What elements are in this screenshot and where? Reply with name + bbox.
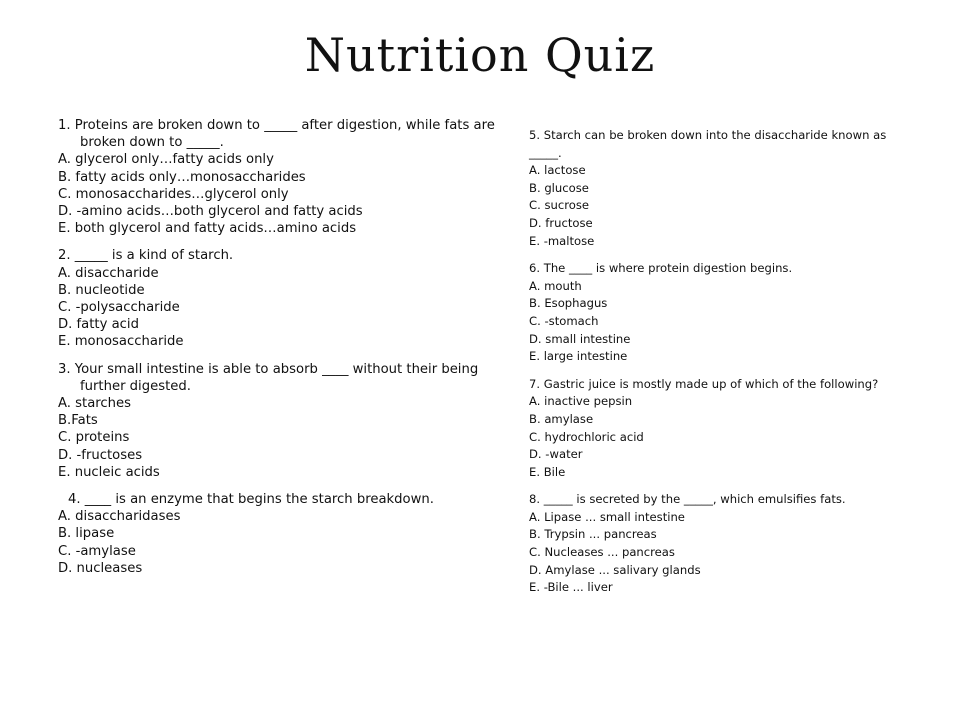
answer-option: A. mouth (529, 278, 582, 293)
answer-option: B. lipase (58, 526, 115, 542)
answer-option: A. glycerol only…fatty acids only (58, 152, 274, 168)
question-2 (58, 247, 508, 350)
answer-option: E. monosaccharide (58, 334, 184, 350)
answer-option: E. Bile (529, 464, 566, 479)
answer-option: D. nucleases (58, 560, 143, 576)
answer-option: E. large intestine (529, 349, 628, 364)
question-8 (529, 491, 889, 597)
answer-option: C. sucrose (529, 198, 590, 213)
question-7 (529, 376, 889, 482)
answer-option: A. Lipase ... small intestine (529, 509, 685, 524)
question-stem: 3. Your small intestine is able to absorb ____ without their being further digested. (58, 361, 479, 394)
answer-option: B. Trypsin ... pancreas (529, 527, 657, 542)
question-stem: 2. _____ is a kind of starch. (58, 248, 234, 264)
answer-option: B. amylase (529, 411, 594, 426)
question-stem: 6. The ____ is where protein digestion begins. (529, 261, 793, 276)
question-stem: 5. Starch can be broken down into the disaccharide known as _____. (529, 128, 887, 160)
answer-option: C. proteins (58, 430, 130, 446)
answer-option: C. -polysaccharide (58, 300, 180, 316)
answer-option: B. glucose (529, 180, 589, 195)
answer-option: E. nucleic acids (58, 464, 160, 480)
answer-option: D. small intestine (529, 331, 631, 346)
answer-option: B. Esophagus (529, 296, 608, 311)
answer-option: B. fatty acids only…monosaccharides (58, 169, 306, 185)
answer-option: A. starches (58, 396, 132, 412)
question-stem: 4. ____ is an enzyme that begins the starch breakdown. (68, 492, 434, 508)
question-3 (58, 361, 508, 481)
answer-option: A. inactive pepsin (529, 394, 633, 409)
answer-option: D. -amino acids…both glycerol and fatty acids (58, 204, 363, 220)
answer-option: B. nucleotide (58, 282, 145, 298)
answer-option: A. disaccharidases (58, 509, 181, 525)
answer-option: C. Nucleases ... pancreas (529, 545, 675, 560)
answer-option: C. -amylase (58, 543, 136, 559)
answer-option: E. -Bile ... liver (529, 580, 613, 595)
answer-option: B.Fats (58, 413, 98, 429)
question-6 (529, 260, 889, 366)
question-stem: 7. Gastric juice is mostly made up of which of the following? (529, 376, 879, 391)
answer-option: D. fatty acid (58, 317, 139, 333)
question-4 (58, 491, 508, 577)
answer-option: D. -water (529, 447, 583, 462)
answer-option: C. -stomach (529, 313, 599, 328)
page-title: Nutrition Quiz (304, 28, 656, 82)
answer-option: D. Amylase ... salivary glands (529, 562, 701, 577)
answer-option: A. lactose (529, 163, 586, 178)
question-1 (58, 117, 508, 237)
question-5 (529, 127, 889, 250)
question-stem: 8. _____ is secreted by the _____, which emulsifies fats. (529, 492, 846, 507)
right-question-column (529, 127, 889, 607)
answer-option: C. monosaccharides…glycerol only (58, 186, 289, 202)
answer-option: C. hydrochloric acid (529, 429, 644, 444)
answer-option: E. -maltose (529, 233, 595, 248)
left-question-column (58, 117, 508, 587)
answer-option: D. -fructoses (58, 447, 143, 463)
answer-option: A. disaccharide (58, 265, 159, 281)
answer-option: E. both glycerol and fatty acids…amino acids (58, 221, 357, 237)
question-stem: 1. Proteins are broken down to _____ after digestion, while fats are broken down to _____. (58, 118, 495, 151)
answer-option: D. fructose (529, 215, 593, 230)
